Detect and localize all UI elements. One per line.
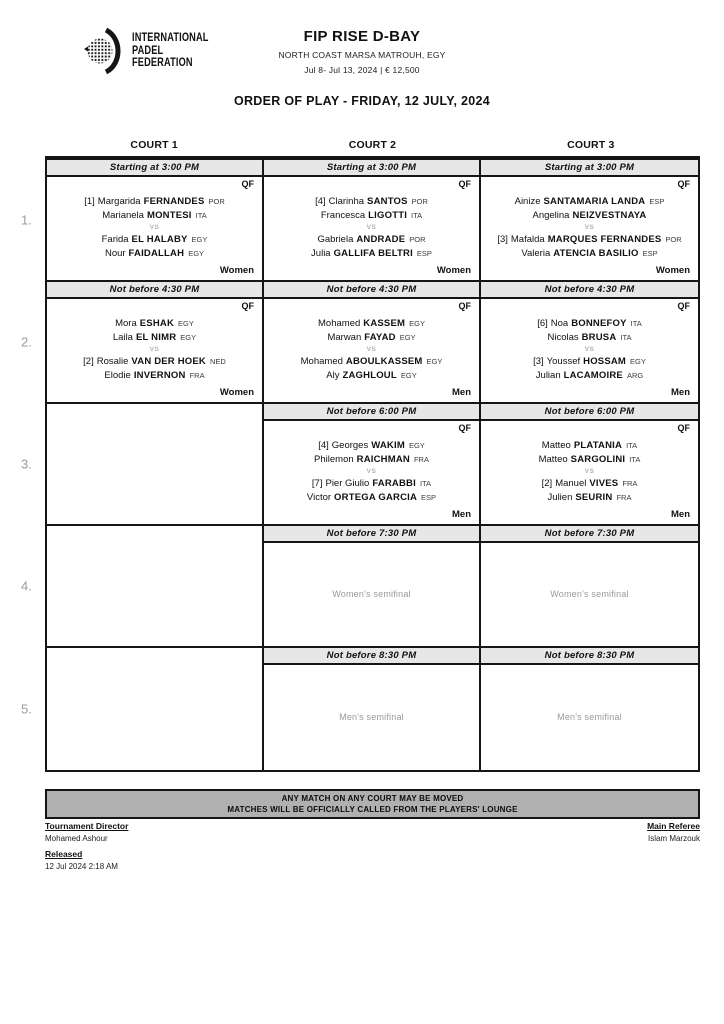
player-last-name: MONTESI	[146, 210, 192, 221]
cell-body	[481, 543, 698, 646]
vs-label: VS	[584, 468, 595, 475]
player-last-name: FAYAD	[364, 332, 396, 343]
row-number: 1.	[21, 212, 32, 228]
teams-block	[489, 312, 690, 387]
match-cell	[264, 160, 481, 280]
schedule-table	[21, 156, 700, 772]
player-first-name: Mafalda	[510, 234, 545, 245]
round-label: QF	[241, 179, 254, 189]
player-line	[272, 210, 471, 221]
round-label: QF	[241, 301, 254, 311]
released-label: Released	[45, 849, 83, 859]
player-line	[489, 454, 690, 465]
player-country: ESP	[642, 249, 658, 258]
player-first-name: Rosalie	[96, 356, 129, 367]
player-line	[272, 356, 471, 367]
placeholder-cell	[264, 648, 481, 770]
player-country: ITA	[626, 441, 638, 450]
time-band: Starting at 3:00 PM	[481, 160, 698, 177]
cell-body	[481, 299, 698, 402]
player-line	[489, 196, 690, 207]
vs-label: VS	[584, 346, 595, 353]
teams-block	[55, 190, 254, 265]
footer-right	[647, 821, 700, 843]
main-referee-name: Islam Marzouk	[647, 834, 700, 843]
player-last-name: PLATANIA	[573, 440, 623, 451]
row-number: 5.	[21, 701, 32, 717]
teams-block	[55, 312, 254, 387]
player-line	[489, 370, 690, 381]
player-line	[272, 478, 471, 489]
round-label: QF	[458, 301, 471, 311]
player-first-name: Laila	[112, 332, 133, 343]
empty-cell	[47, 404, 264, 524]
player-country: FRA	[413, 455, 429, 464]
player-last-name: MARQUES FERNANDES	[547, 234, 662, 245]
player-line	[489, 492, 690, 503]
released-timestamp: 12 Jul 2024 2:18 AM	[45, 862, 118, 871]
time-band: Starting at 3:00 PM	[47, 160, 262, 177]
player-last-name: ZAGHLOUL	[342, 370, 397, 381]
player-last-name: FAIDALLAH	[128, 248, 185, 259]
schedule-row	[21, 282, 698, 404]
logo-line-3: FEDERATION	[132, 57, 193, 70]
player-country: EGY	[426, 357, 443, 366]
row-number: 2.	[21, 334, 32, 350]
player-last-name: WAKIM	[371, 440, 405, 451]
player-country: ITA	[411, 211, 423, 220]
player-first-name: Mora	[115, 318, 137, 329]
player-country: ITA	[620, 333, 632, 342]
player-first-name: Georges	[331, 440, 369, 451]
player-line	[489, 248, 690, 259]
time-band: Not before 6:00 PM	[264, 404, 479, 421]
player-last-name: FARABBI	[372, 478, 416, 489]
player-last-name: VIVES	[589, 478, 619, 489]
player-seed: [6]	[537, 318, 548, 329]
player-line	[272, 492, 471, 503]
main-referee-label: Main Referee	[647, 821, 700, 831]
player-last-name: EL NIMR	[135, 332, 177, 343]
player-country: FRA	[622, 479, 638, 488]
player-first-name: Farida	[101, 234, 129, 245]
logo-line-2: PADEL	[132, 44, 164, 57]
player-country: EGY	[178, 319, 194, 328]
player-seed: [1]	[84, 196, 95, 207]
player-line	[489, 210, 690, 221]
note-line-2: MATCHES WILL BE OFFICIALLY CALLED FROM THE PLAYERS' LOUNGE	[227, 805, 518, 814]
empty-cell	[47, 526, 264, 646]
player-first-name: Matteo	[538, 454, 568, 465]
player-line	[489, 356, 690, 367]
court-2-label: COURT 2	[348, 139, 397, 151]
round-label: QF	[458, 179, 471, 189]
player-last-name: SANTOS	[367, 196, 408, 207]
round-label: QF	[677, 179, 690, 189]
player-first-name: Matteo	[541, 440, 571, 451]
player-line	[272, 454, 471, 465]
player-line	[272, 196, 471, 207]
player-seed: [3]	[497, 234, 508, 245]
cell-body	[481, 421, 698, 524]
event-location: NORTH COAST MARSA MATROUH, EGY	[278, 50, 446, 60]
row-number: 3.	[21, 456, 32, 472]
player-line	[489, 478, 690, 489]
player-line	[55, 318, 254, 329]
player-last-name: SEURIN	[575, 492, 613, 503]
category-label: Men	[452, 509, 471, 520]
vs-label: VS	[366, 468, 377, 475]
player-last-name: INVERNON	[133, 370, 186, 381]
player-country: POR	[409, 235, 426, 244]
player-first-name: Victor	[306, 492, 332, 503]
player-last-name: ESHAK	[139, 318, 175, 329]
teams-block	[272, 190, 471, 265]
player-last-name: RAICHMAN	[356, 454, 410, 465]
player-first-name: Youssef	[546, 356, 581, 367]
player-first-name: Philemon	[314, 454, 354, 465]
player-seed: [2]	[83, 356, 94, 367]
player-first-name: Margarida	[97, 196, 141, 207]
placeholder-cell	[481, 648, 698, 770]
court-headers	[45, 139, 700, 151]
logo-line-1: INTERNATIONAL	[132, 32, 209, 45]
player-country: FRA	[189, 371, 205, 380]
row-number: 4.	[21, 578, 32, 594]
note-line-1: ANY MATCH ON ANY COURT MAY BE MOVED	[281, 794, 464, 803]
placeholder-text: Men's semifinal	[557, 712, 622, 722]
player-last-name: ABOULKASSEM	[345, 356, 423, 367]
player-country: EGY	[400, 371, 417, 380]
player-first-name: Nour	[104, 248, 126, 259]
category-label: Women	[436, 265, 471, 276]
category-label: Women	[219, 265, 254, 276]
player-seed: [3]	[533, 356, 544, 367]
schedule-row	[21, 404, 698, 526]
player-line	[55, 356, 254, 367]
player-seed: [2]	[541, 478, 553, 489]
footer-left	[45, 821, 128, 871]
player-line	[55, 332, 254, 343]
player-first-name: Francesca	[320, 210, 366, 221]
cell-body	[481, 665, 698, 770]
category-label: Men	[452, 387, 471, 398]
player-last-name: VAN DER HOEK	[131, 356, 206, 367]
player-line	[489, 234, 690, 245]
time-band: Not before 8:30 PM	[264, 648, 479, 665]
player-seed: [7]	[311, 478, 323, 489]
tournament-director-label: Tournament Director	[45, 821, 129, 831]
player-last-name: ORTEGA GARCIA	[334, 492, 418, 503]
player-line	[55, 248, 254, 259]
time-band: Not before 7:30 PM	[264, 526, 479, 543]
player-country: EGY	[630, 357, 646, 366]
event-title: FIP RISE D-BAY	[303, 28, 421, 45]
player-line	[272, 318, 471, 329]
player-last-name: LACAMOIRE	[563, 370, 623, 381]
court-1-label: COURT 1	[130, 139, 178, 151]
player-seed: [4]	[318, 440, 329, 451]
teams-block	[489, 190, 690, 265]
player-country: POR	[208, 197, 225, 206]
player-country: NED	[209, 357, 226, 366]
time-band: Not before 7:30 PM	[481, 526, 698, 543]
player-country: EGY	[409, 319, 425, 328]
player-last-name: BONNEFOY	[571, 318, 627, 329]
player-last-name: SANTAMARIA LANDA	[543, 196, 646, 207]
vs-label: VS	[149, 224, 160, 231]
vs-label: VS	[149, 346, 160, 353]
player-line	[55, 370, 254, 381]
empty-cell	[47, 648, 264, 770]
player-line	[489, 318, 690, 329]
player-first-name: Mohamed	[318, 318, 361, 329]
player-line	[272, 248, 471, 259]
order-of-play-title: ORDER OF PLAY - FRIDAY, 12 JULY, 2024	[233, 94, 491, 108]
vs-label: VS	[366, 224, 377, 231]
event-dates-prize: Jul 8- Jul 13, 2024 | € 12,500	[304, 65, 420, 75]
teams-block	[272, 312, 471, 387]
player-line	[272, 234, 471, 245]
time-band: Not before 4:30 PM	[481, 282, 698, 299]
time-band: Not before 4:30 PM	[264, 282, 479, 299]
player-country: ITA	[195, 211, 207, 220]
match-cell	[264, 404, 481, 524]
match-cell	[481, 282, 698, 402]
player-first-name: Julien	[547, 492, 573, 503]
player-first-name: Marwan	[327, 332, 362, 343]
player-first-name: Julia	[311, 248, 331, 259]
cell-body	[481, 177, 698, 280]
player-first-name: Noa	[550, 318, 569, 329]
schedule-row	[21, 160, 698, 282]
event-header	[0, 28, 724, 75]
player-country: EGY	[408, 441, 425, 450]
player-line	[489, 332, 690, 343]
player-country: EGY	[180, 333, 197, 342]
round-label: QF	[677, 301, 690, 311]
player-line	[272, 440, 471, 451]
player-first-name: Clarinha	[328, 196, 365, 207]
player-country: ESP	[416, 249, 432, 258]
category-label: Women	[655, 265, 690, 276]
placeholder-cell	[481, 526, 698, 646]
player-last-name: LIGOTTI	[368, 210, 408, 221]
player-country: EGY	[188, 249, 205, 258]
vs-label: VS	[366, 346, 377, 353]
placeholder-text: Women's semifinal	[550, 589, 629, 599]
player-last-name: ANDRADE	[356, 234, 406, 245]
vs-label: VS	[584, 224, 595, 231]
placeholder-text: Women's semifinal	[332, 589, 411, 599]
player-first-name: Pier Giulio	[325, 478, 370, 489]
match-cell	[481, 404, 698, 524]
player-first-name: Marianela	[102, 210, 144, 221]
player-line	[55, 210, 254, 221]
player-last-name: KASSEM	[363, 318, 406, 329]
player-country: EGY	[399, 333, 416, 342]
placeholder-text: Men's semifinal	[339, 712, 404, 722]
player-country: FRA	[616, 493, 632, 502]
category-label: Men	[671, 509, 690, 520]
player-line	[272, 370, 471, 381]
player-first-name: Manuel	[555, 478, 587, 489]
court-3-label: COURT 3	[567, 139, 615, 151]
player-first-name: Mohamed	[300, 356, 343, 367]
cell-body	[264, 543, 479, 646]
time-band: Starting at 3:00 PM	[264, 160, 479, 177]
round-label: QF	[677, 423, 690, 433]
player-country: POR	[411, 197, 428, 206]
player-first-name: Valeria	[521, 248, 551, 259]
player-first-name: Angelina	[532, 210, 570, 221]
player-line	[55, 196, 254, 207]
cell-body	[264, 299, 479, 402]
tournament-director-name: Mohamed Ashour	[45, 834, 108, 843]
player-last-name: NEIZVESTNAYA	[572, 210, 647, 221]
placeholder-cell	[264, 526, 481, 646]
cell-body	[264, 177, 479, 280]
player-first-name: Nicolas	[547, 332, 579, 343]
player-country: ITA	[419, 479, 432, 488]
match-cell	[47, 160, 264, 280]
teams-block	[489, 434, 690, 509]
schedule-row	[21, 526, 698, 648]
time-band: Not before 4:30 PM	[47, 282, 262, 299]
match-cell	[481, 160, 698, 280]
cell-body	[264, 421, 479, 524]
player-seed: [4]	[315, 196, 326, 207]
notes-banner	[45, 789, 700, 819]
player-last-name: BRUSA	[581, 332, 617, 343]
player-country: POR	[665, 235, 682, 244]
player-last-name: HOSSAM	[583, 356, 627, 367]
category-label: Women	[219, 387, 254, 398]
player-line	[272, 332, 471, 343]
player-last-name: EL HALABY	[131, 234, 188, 245]
player-first-name: Elodie	[104, 370, 131, 381]
player-country: ESP	[649, 197, 665, 206]
player-line	[489, 440, 690, 451]
round-label: QF	[458, 423, 471, 433]
schedule-row	[21, 648, 698, 770]
player-first-name: Ainize	[514, 196, 541, 207]
player-country: ITA	[629, 455, 641, 464]
player-last-name: GALLIFA BELTRI	[333, 248, 413, 259]
player-first-name: Julian	[535, 370, 561, 381]
category-label: Men	[671, 387, 690, 398]
cell-body	[47, 177, 262, 280]
match-cell	[47, 282, 264, 402]
cell-body	[264, 665, 479, 770]
player-last-name: FERNANDES	[143, 196, 205, 207]
player-first-name: Gabriela	[317, 234, 354, 245]
time-band: Not before 6:00 PM	[481, 404, 698, 421]
player-last-name: SARGOLINI	[570, 454, 626, 465]
player-country: ARG	[626, 371, 644, 380]
time-band: Not before 8:30 PM	[481, 648, 698, 665]
player-country: ESP	[421, 493, 437, 502]
match-cell	[264, 282, 481, 402]
player-last-name: ATENCIA BASILIO	[553, 248, 639, 259]
player-first-name: Aly	[326, 370, 340, 381]
player-line	[55, 234, 254, 245]
cell-body	[47, 299, 262, 402]
player-country: EGY	[191, 235, 208, 244]
teams-block	[272, 434, 471, 509]
player-country: ITA	[630, 319, 642, 328]
